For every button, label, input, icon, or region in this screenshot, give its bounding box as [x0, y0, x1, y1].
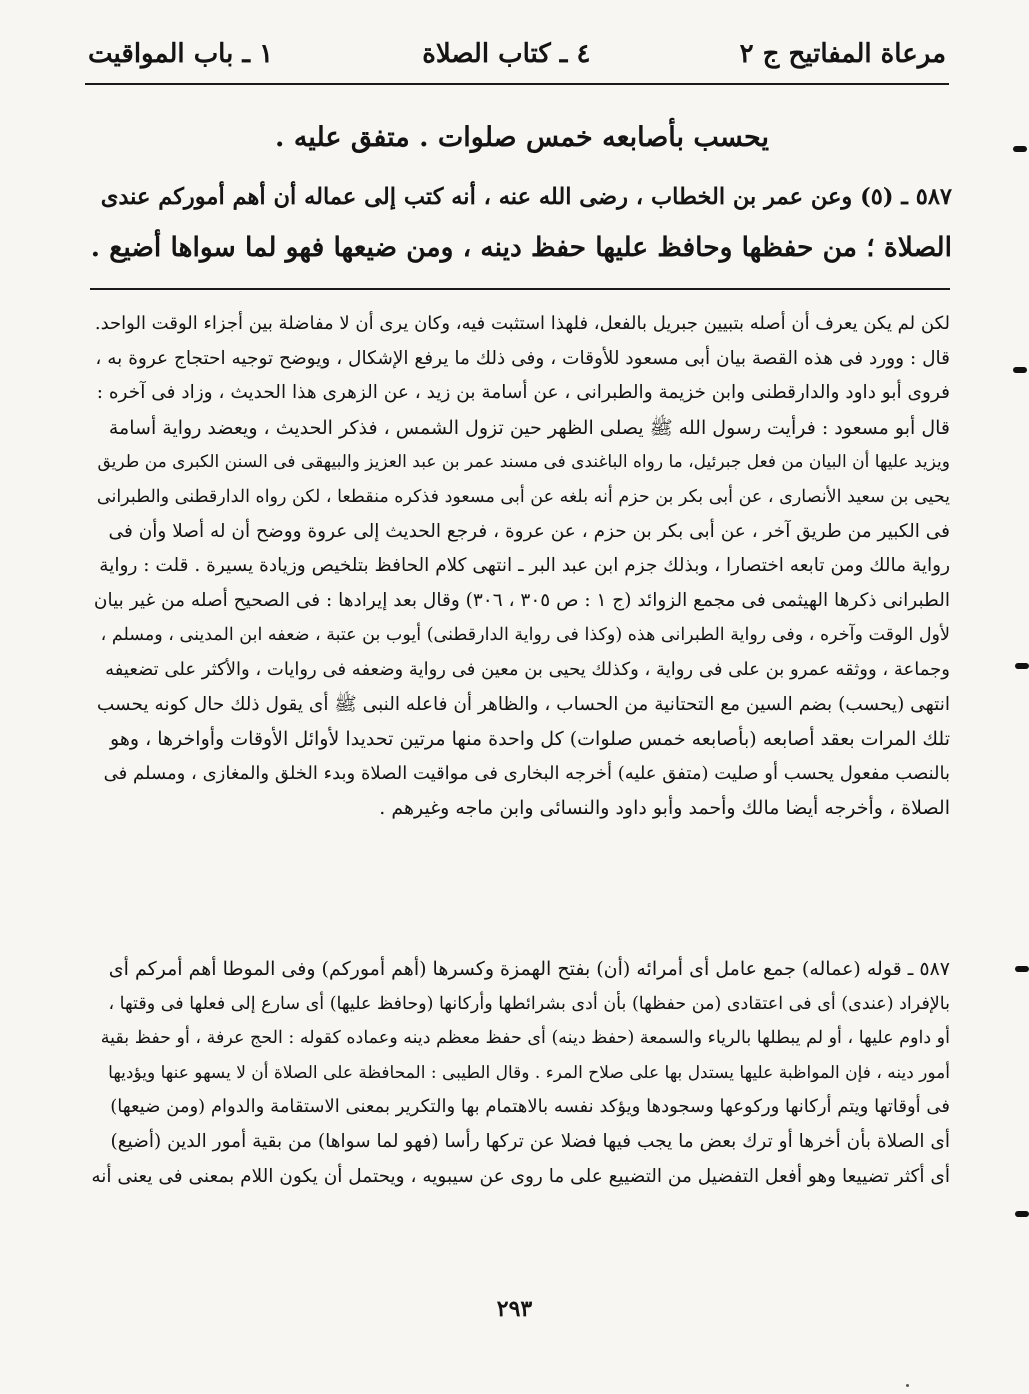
- commentary-block-1: [90, 307, 950, 826]
- scan-speck: [906, 1384, 909, 1387]
- header-chapter: ١ ـ باب المواقيت: [88, 39, 274, 69]
- commentary-line: أو داوم عليها ، أو لم يبطلها بالرياء والسمعة (حفظ دينه) أى حفظ معظم دينه وعماده كقوله : الحج عرفة ، أو حفظ بقية: [100, 1028, 950, 1049]
- commentary-line: ٥٨٧ ـ قوله (عماله) جمع عامل أى أمرائه (أن) بفتح الهمزة وكسرها (أهم أموركم) وفى الموطا أهم أمركم أى: [108, 958, 950, 980]
- header-book-volume: مرعاة المفاتيح ج ٢: [739, 39, 946, 69]
- commentary-line: بالنصب مفعول يحسب أو صليت (متفق عليه) أخرجه البخارى فى مواقيت الصلاة وبدء الخلق والمغازى ، ومسلم فى: [103, 762, 950, 784]
- commentary-line: فروى أبو داود والدارقطنى وابن خزيمة والطبرانى ، عن أسامة بن زيد ، عن الزهرى هذا الحديث ، وزاد فى آخره :: [96, 382, 950, 404]
- commentary-line: ويزيد عليها أن البيان من فعل جبرئيل، ما رواه الباغندى فى مسند عمر بن عبد العزيز والبيهقى فى السنن الكبرى من طريق: [97, 452, 950, 473]
- commentary-line: لكن لم يكن يعرف أن أصله بتبيين جبريل بالفعل، فلهذا استثبت فيه، وكان يرى أن لا مفاضلة بين أجزاء الوقت الواحد.: [94, 313, 950, 334]
- scan-edge-mark: [1015, 966, 1029, 972]
- commentary-line: وجماعة ، ووثقه عمرو بن على فى رواية ، وكذلك يحيى بن معين فى رواية وضعفه فى روايات ، والأكثر على تضعيفه: [105, 658, 950, 680]
- scan-edge-mark: [1015, 663, 1029, 669]
- scan-edge-mark: [1015, 1211, 1029, 1217]
- commentary-line: يحيى بن سعيد الأنصارى ، عن أبى بكر بن حزم أنه بلغه عن أبى مسعود فذكره منقطعا ، لكن رواه الدارقطنى والطبرانى: [96, 486, 950, 507]
- commentary-line: أى الصلاة بأن أخرها أو ترك بعض ما يجب فيها فضلا عن تركها رأسا (فهو لما سواها) من بقية أمور الدين (أضيع): [110, 1130, 950, 1152]
- hadith-text-line-2: ٥٨٧ ـ (٥) وعن عمر بن الخطاب ، رضى الله عنه ، أنه كتب إلى عماله أن أهم أموركم عندى: [100, 184, 952, 210]
- commentary-line: الصلاة ، وأخرجه أيضا مالك وأحمد وأبو داود والنسائى وابن ماجه وغيرهم .: [379, 797, 950, 820]
- running-header: [88, 34, 946, 74]
- commentary-line: انتهى (يحسب) بضم السين مع التحتانية من الحساب ، والظاهر أن فاعله النبى ﷺ أى يقول ذلك حال كونه يحسب: [96, 693, 950, 715]
- commentary-line: الطبرانى ذكرها الهيثمى فى مجمع الزوائد (ج ١ : ص ٣٠٥ ، ٣٠٦) وقال بعد إيرادها : فى الصحيح أصله من غير بيان: [93, 589, 950, 611]
- hadith-text-line-3: الصلاة ؛ من حفظها وحافظ عليها حفظ دينه ، ومن ضيعها فهو لما سواها أضيع .: [90, 232, 952, 263]
- commentary-block-2: [90, 952, 950, 1194]
- header-divider: [85, 83, 949, 85]
- scan-edge-mark: [1013, 146, 1027, 152]
- commentary-line: قال : وورد فى هذه القصة بيان أبى مسعود للأوقات ، وفى ذلك ما يرفع الإشكال ، ويوضح توجيه احتجاج عروة به ،: [95, 347, 950, 369]
- hadith-text-line-1: يحسب بأصابعه خمس صلوات . متفق عليه .: [275, 122, 769, 153]
- commentary-line: فى الكبير من طريق آخر ، عن أبى بكر بن حزم ، عن عروة ، فرجع الحديث إلى عروة ووضح أن له أصلا وأن فى: [108, 520, 950, 542]
- header-book-section: ٤ ـ كتاب الصلاة: [422, 39, 591, 69]
- commentary-line: قال أبو مسعود : فرأيت رسول الله ﷺ يصلى الظهر حين تزول الشمس ، فذكر الحديث ، ويعضد رواية أسامة: [108, 416, 950, 439]
- scan-edge-mark: [1013, 367, 1027, 373]
- commentary-line: لأول الوقت وآخره ، وفى رواية الطبرانى هذه (وكذا فى رواية الدارقطنى) أيوب بن عتبة ، ضعفه ابن المدينى ، ومسلم ،: [100, 625, 950, 646]
- page-number: ٢٩٣: [496, 1296, 533, 1322]
- commentary-line: أى أكثر تضييعا وهو أفعل التفضيل من التضييع على ما روى عن سيبويه ، ويحتمل أن يكون اللام بمعنى فى يعنى أنه: [91, 1165, 950, 1187]
- commentary-line: أمور دينه ، فإن المواظبة عليها يستدل بها على صلاح المرء . وقال الطيبى : المحافظة على الصلاة أن لا يسهو عنها ويؤديها: [108, 1062, 950, 1083]
- commentary-line: تلك المرات بعقد أصابعه (بأصابعه خمس صلوات) كل واحدة منها مرتين تحديدا لأوائل الأوقات وأواخرها ، وهو: [110, 728, 950, 751]
- commentary-line: فى أوقاتها ويتم أركانها وركوعها وسجودها ويؤكد نفسه بالاهتمام بها والتكرير بمعنى الاستقامة والدوام (ومن ضيعها): [110, 1096, 950, 1118]
- commentary-line: بالإفراد (عندى) أى فى اعتقادى (من حفظها) بأن أدى بشرائطها وأركانها (وحافظ عليها) أى سارع إلى فعلها فى وقتها ،: [108, 993, 950, 1014]
- commentary-line: رواية مالك ومن تابعه اختصارا ، وبذلك جزم ابن عبد البر ـ انتهى كلام الحافظ بتلخيص وزيادة يسيرة . قلت : رواية: [99, 555, 950, 577]
- commentary-divider: [90, 288, 950, 290]
